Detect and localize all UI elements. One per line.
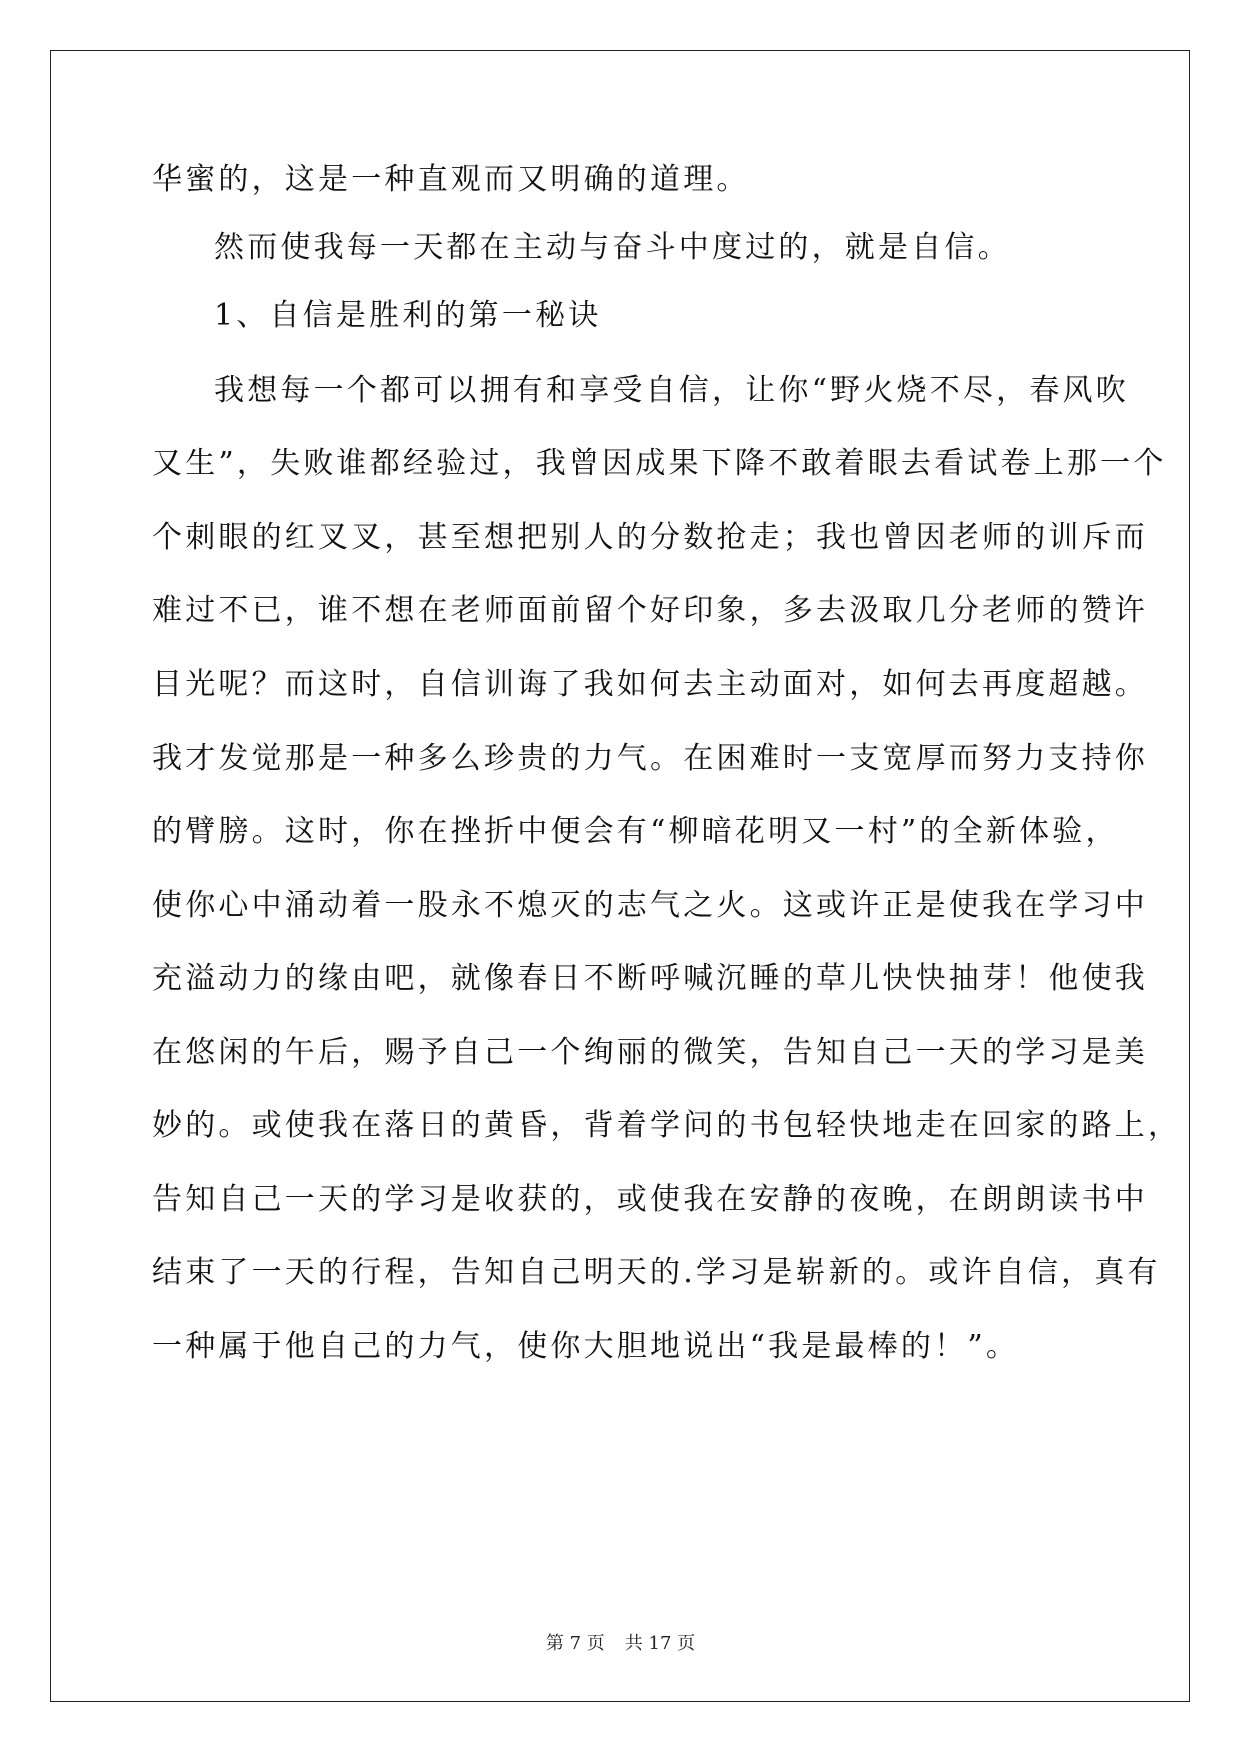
body-line: 目光呢？而这时，自信训诲了我如何去主动面对，如何去再度超越。 xyxy=(152,667,1148,702)
body-line: 充溢动力的缘由吧，就像春日不断呼喊沉睡的草儿快快抽芽！他使我 xyxy=(152,961,1148,996)
body-line: 然而使我每一天都在主动与奋斗中度过的，就是自信。 xyxy=(214,230,1011,265)
body-line: 在悠闲的午后，赐予自己一个绚丽的微笑，告知自己一天的学习是美 xyxy=(152,1035,1148,1070)
body-line: 使你心中涌动着一股永不熄灭的志气之火。这或许正是使我在学习中 xyxy=(152,888,1148,923)
body-line: 我才发觉那是一种多么珍贵的力气。在困难时一支宽厚而努力支持你 xyxy=(152,741,1148,776)
body-line: 一种属于他自己的力气，使你大胆地说出“我是最棒的！”。 xyxy=(152,1329,1020,1364)
section-heading: 1、自信是胜利的第一秘诀 xyxy=(214,298,602,333)
page-total: 共 17 页 xyxy=(624,1633,696,1654)
page-number: 第 7 页 xyxy=(545,1633,605,1654)
body-line: 我想每一个都可以拥有和享受自信，让你“野火烧不尽，春风吹 xyxy=(214,373,1129,408)
body-line: 告知自己一天的学习是收获的，或使我在安静的夜晚，在朗朗读书中 xyxy=(152,1182,1148,1217)
body-line: 结束了一天的行程，告知自己明天的.学习是崭新的。或许自信，真有 xyxy=(152,1255,1161,1290)
body-line: 的臂膀。这时，你在挫折中便会有“柳暗花明又一村”的全新体验， xyxy=(152,814,1119,849)
body-line: 难过不已，谁不想在老师面前留个好印象，多去汲取几分老师的赞许 xyxy=(152,593,1148,628)
body-line: 华蜜的，这是一种直观而又明确的道理。 xyxy=(152,162,750,197)
page-footer xyxy=(0,1632,1241,1656)
body-line: 妙的。或使我在落日的黄昏，背着学问的书包轻快地走在回家的路上， xyxy=(152,1108,1182,1143)
body-line: 又生”，失败谁都经验过，我曾因成果下降不敢着眼去看试卷上那一个 xyxy=(152,446,1167,481)
body-line: 个刺眼的红叉叉，甚至想把别人的分数抢走；我也曾因老师的训斥而 xyxy=(152,520,1148,555)
